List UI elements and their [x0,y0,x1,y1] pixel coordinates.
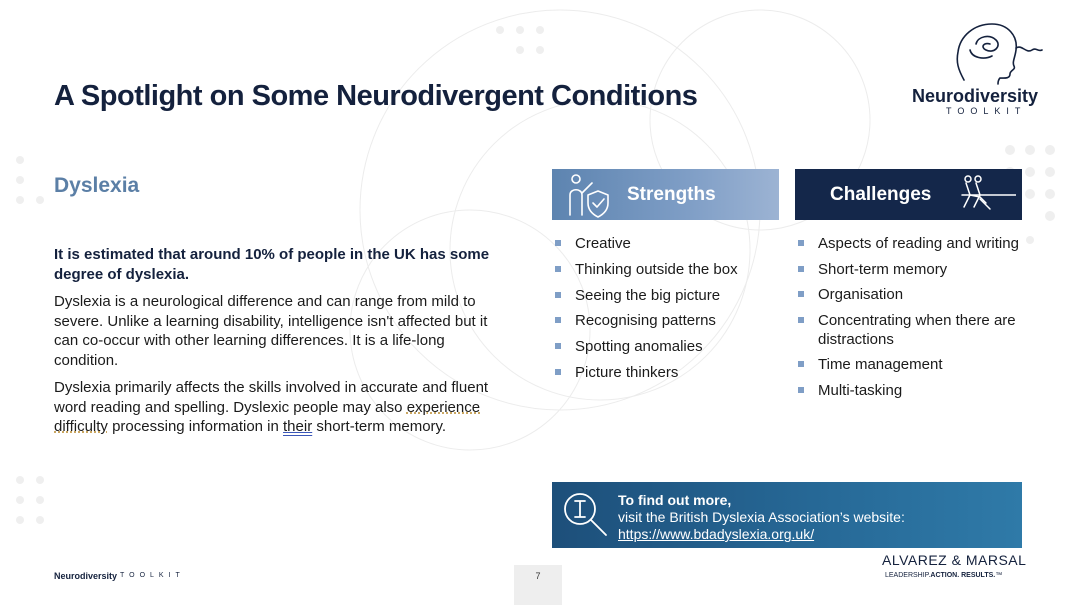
list-item: Seeing the big picture [553,286,773,305]
tagline-prefix: LEADERSHIP. [885,572,931,579]
paragraph-effects-part3: short-term memory. [312,418,447,435]
head-profile-icon [912,14,1057,86]
strengths-list [553,234,773,389]
tagline-bold: ACTION. RESULTS. [930,572,996,579]
list-item: Aspects of reading and writing [796,234,1022,253]
list-item: Creative [553,234,773,253]
paragraph-effects-part2: processing information in [107,418,284,435]
find-out-more-heading: To find out more, [618,492,732,508]
list-item: Time management [796,355,1022,374]
footer-brand-subtitle: TOOLKIT [120,572,185,579]
page-number: 7 [514,565,562,605]
company-logo: ALVAREZ & MARSAL [882,552,1027,568]
tug-of-war-icon [960,173,1016,217]
challenges-list [796,234,1022,406]
list-item: Spotting anomalies [553,337,773,356]
find-out-more-box [552,482,1022,548]
neurodiversity-toolkit-logo [912,14,1057,114]
list-item: Concentrating when there are distractions [796,311,1022,349]
lead-statement: It is estimated that around 10% of people in the UK has some degree of dyslexia. [54,246,490,283]
paragraph-definition: Dyslexia is a neurological difference and can range from mild to severe. Unlike a learning disability, intelligence isn't affected but it can co-occur with other learning differences. It is a life-long condition. [54,293,488,369]
list-item: Short-term memory [796,260,1022,279]
tagline-mark: ™ [995,572,1003,579]
challenges-heading: Challenges [830,184,932,205]
logo-subtitle: TOOLKIT [946,106,1027,116]
strengths-header [552,169,779,220]
footer-brand: Neurodiversity [54,571,118,581]
find-out-more-description: visit the British Dyslexia Association’s website: [618,509,905,525]
find-out-more-text [618,492,905,543]
company-tagline [885,572,1002,579]
list-item: Thinking outside the box [553,260,773,279]
list-item: Recognising patterns [553,311,773,330]
challenges-header [795,169,1022,220]
magnifier-info-icon [560,489,612,541]
list-item: Picture thinkers [553,363,773,382]
logo-wordmark: Neurodiversity [912,86,1039,106]
paragraph-effects-part1: Dyslexia primarily affects the skills involved in accurate and fluent word reading and spelling. Dyslexic people may also [54,379,489,416]
person-shield-icon [562,171,610,219]
grammar-flagged-phrase[interactable]: experience difficulty [54,398,481,435]
grammar-flagged-word[interactable]: their [283,418,313,435]
section-title: Dyslexia [54,174,140,197]
page-title: A Spotlight on Some Neurodivergent Conditions [54,80,698,112]
strengths-heading: Strengths [627,184,716,205]
list-item: Multi-tasking [796,381,1022,400]
bda-website-link[interactable]: https://www.bdadyslexia.org.uk/ [618,526,815,542]
list-item: Organisation [796,285,1022,304]
paragraph-effects [54,378,494,437]
